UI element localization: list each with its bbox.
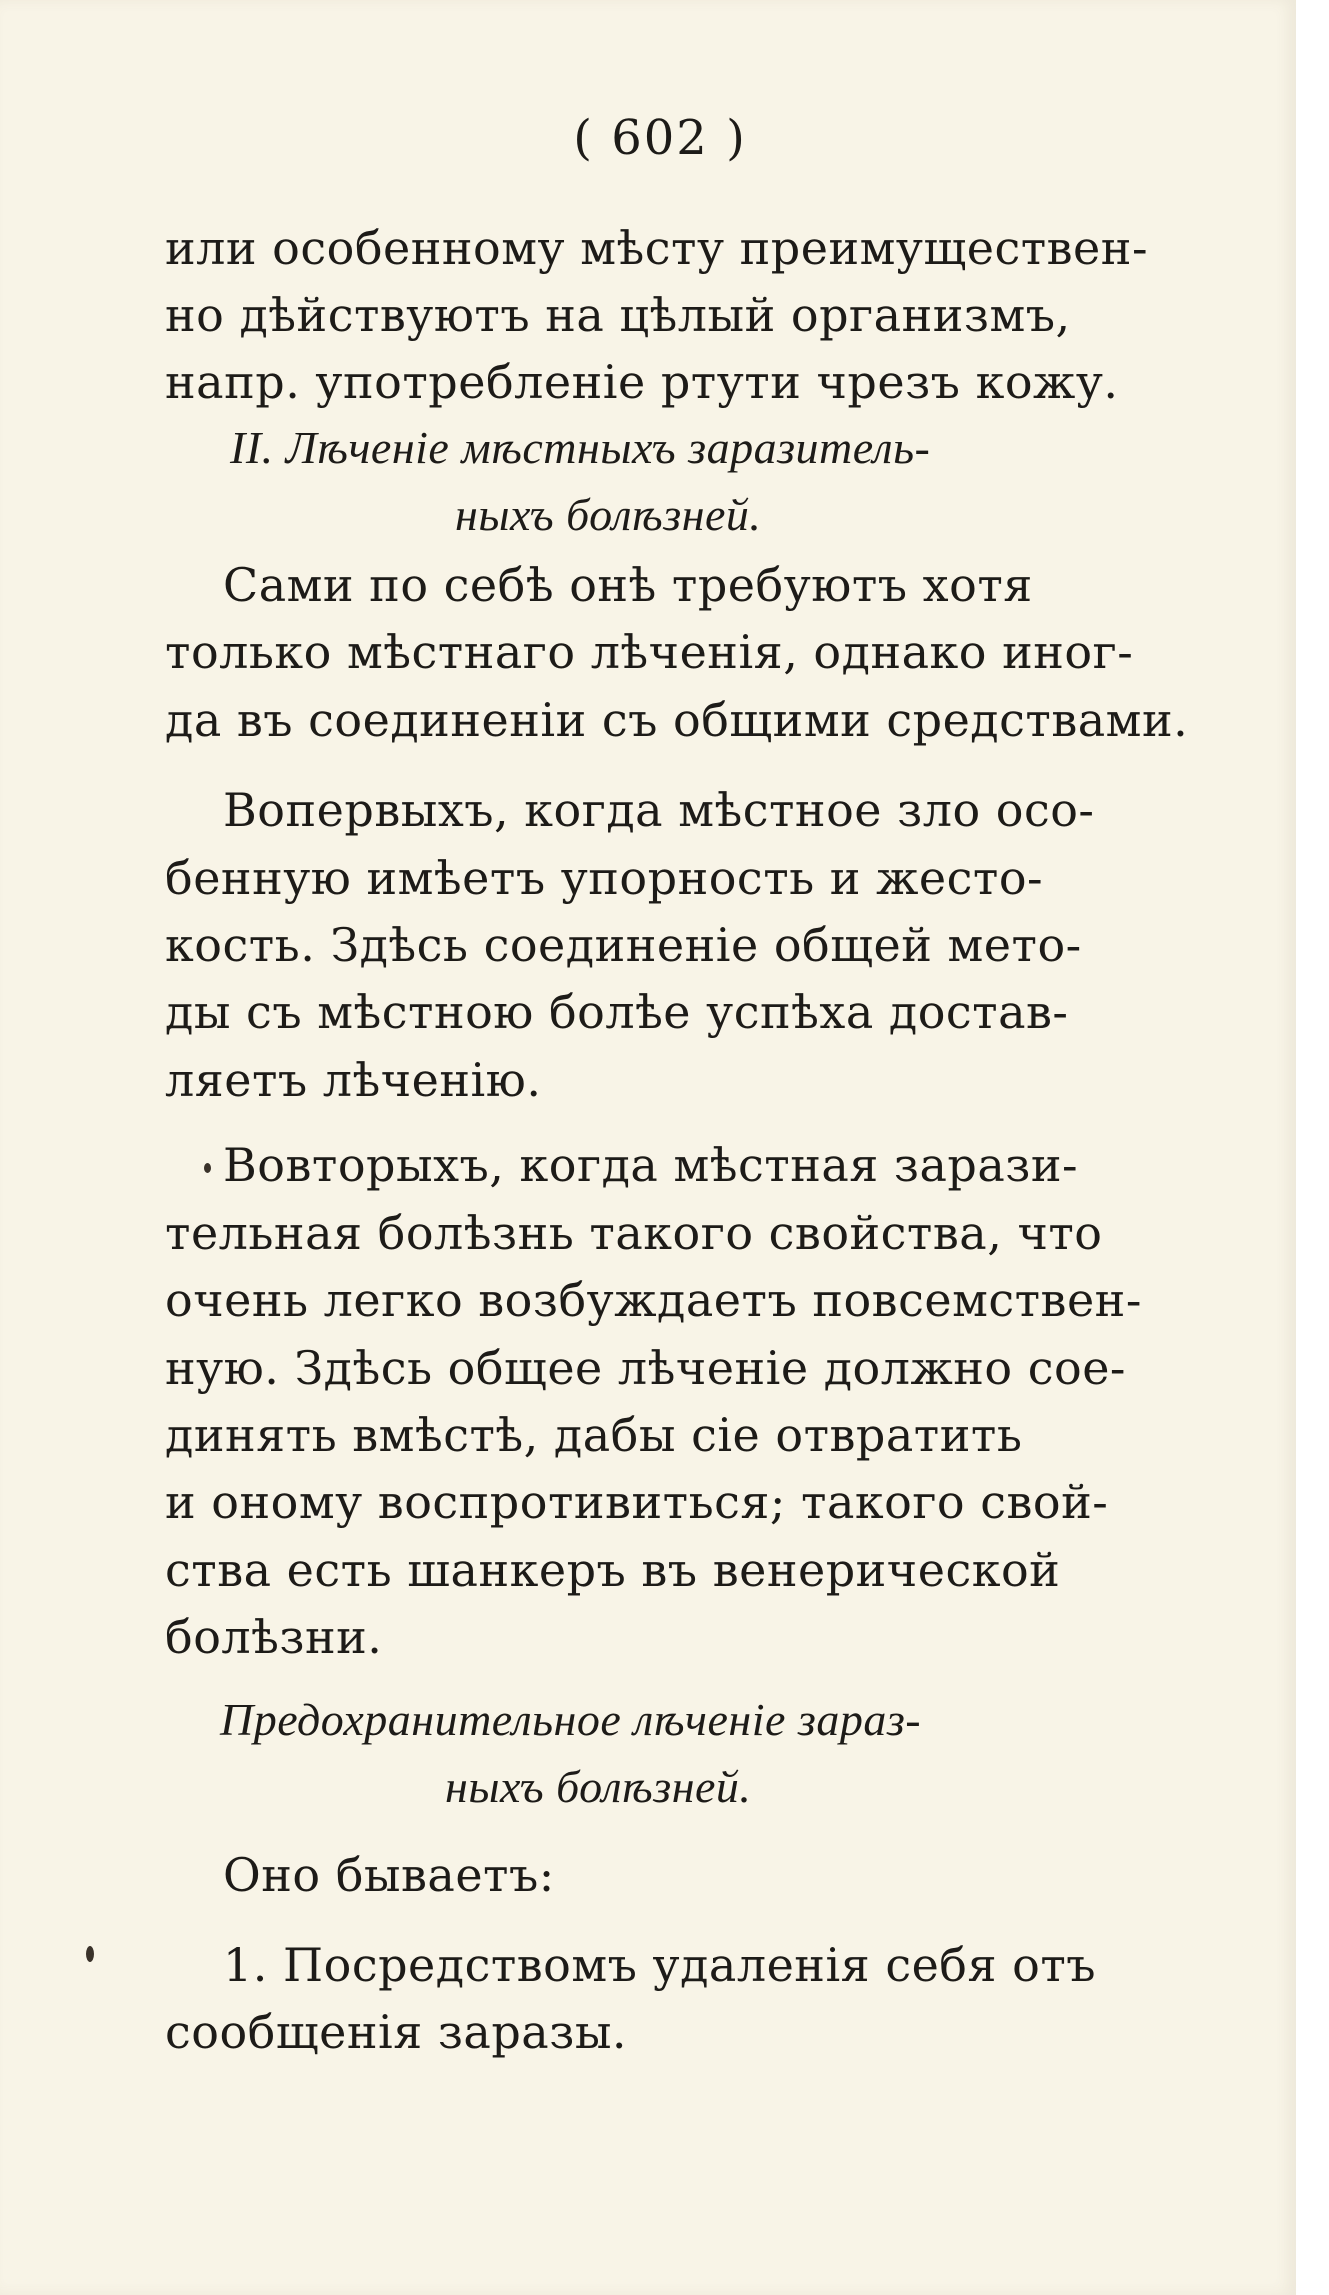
- text-line-14: Вовторыхъ, когда мѣстная зарази-: [223, 1138, 1079, 1192]
- page-number: ( 602 ): [573, 110, 747, 166]
- section-heading-line-2: ныхъ болѣзней.: [455, 489, 762, 540]
- text-line-24: Оно бываетъ:: [223, 1848, 555, 1902]
- text-line-20: ства есть шанкеръ въ венерической: [165, 1543, 1061, 1597]
- text-line-19: и оному воспротивиться; такого свой-: [165, 1475, 1109, 1529]
- text-line-10: бенную имѣетъ упорность и жесто-: [165, 851, 1044, 905]
- text-line-26: сообщенія заразы.: [165, 2005, 628, 2059]
- ink-speck: [86, 1946, 94, 1962]
- subsection-heading-line-2: ныхъ болѣзней.: [445, 1761, 752, 1812]
- page-edge: [1296, 0, 1329, 2295]
- text-line-3: напр. употребленіе ртути чрезъ кожу.: [165, 355, 1119, 409]
- text-line-16: очень легко возбуждаетъ повсемствен-: [165, 1273, 1142, 1327]
- text-line-15: тельная болѣзнь такого свойства, что: [165, 1206, 1103, 1260]
- subsection-heading-line-1: Предохранительное лѣченіе зараз-: [220, 1694, 922, 1745]
- text-line-18: динять вмѣстѣ, дабы сіе отвратить: [165, 1408, 1023, 1462]
- text-line-12: ды съ мѣстною болѣе успѣха достав-: [165, 985, 1069, 1039]
- text-line-21: болѣзни.: [165, 1610, 383, 1664]
- text-line-7: только мѣстнаго лѣченія, однако иног-: [165, 625, 1134, 679]
- text-line-11: кость. Здѣсь соединеніе общей мето-: [165, 918, 1082, 972]
- text-line-6: Сами по себѣ онѣ требуютъ хотя: [223, 558, 1033, 612]
- text-line-2: но дѣйствуютъ на цѣлый организмъ,: [165, 288, 1071, 342]
- text-line-13: ляетъ лѣченію.: [165, 1053, 542, 1107]
- ink-speck: [204, 1163, 211, 1173]
- section-heading-line-1: II. Лѣченіе мѣстныхъ заразитель-: [230, 422, 931, 473]
- text-line-17: ную. Здѣсь общее лѣченіе должно сое-: [165, 1341, 1126, 1395]
- text-line-1: или особенному мѣсту преимуществен-: [165, 221, 1148, 275]
- text-line-8: да въ соединеніи съ общими средствами.: [165, 693, 1189, 747]
- text-line-9: Вопервыхъ, когда мѣстное зло осо-: [223, 783, 1095, 837]
- text-line-25: 1. Посредствомъ удаленія себя отъ: [223, 1938, 1097, 1992]
